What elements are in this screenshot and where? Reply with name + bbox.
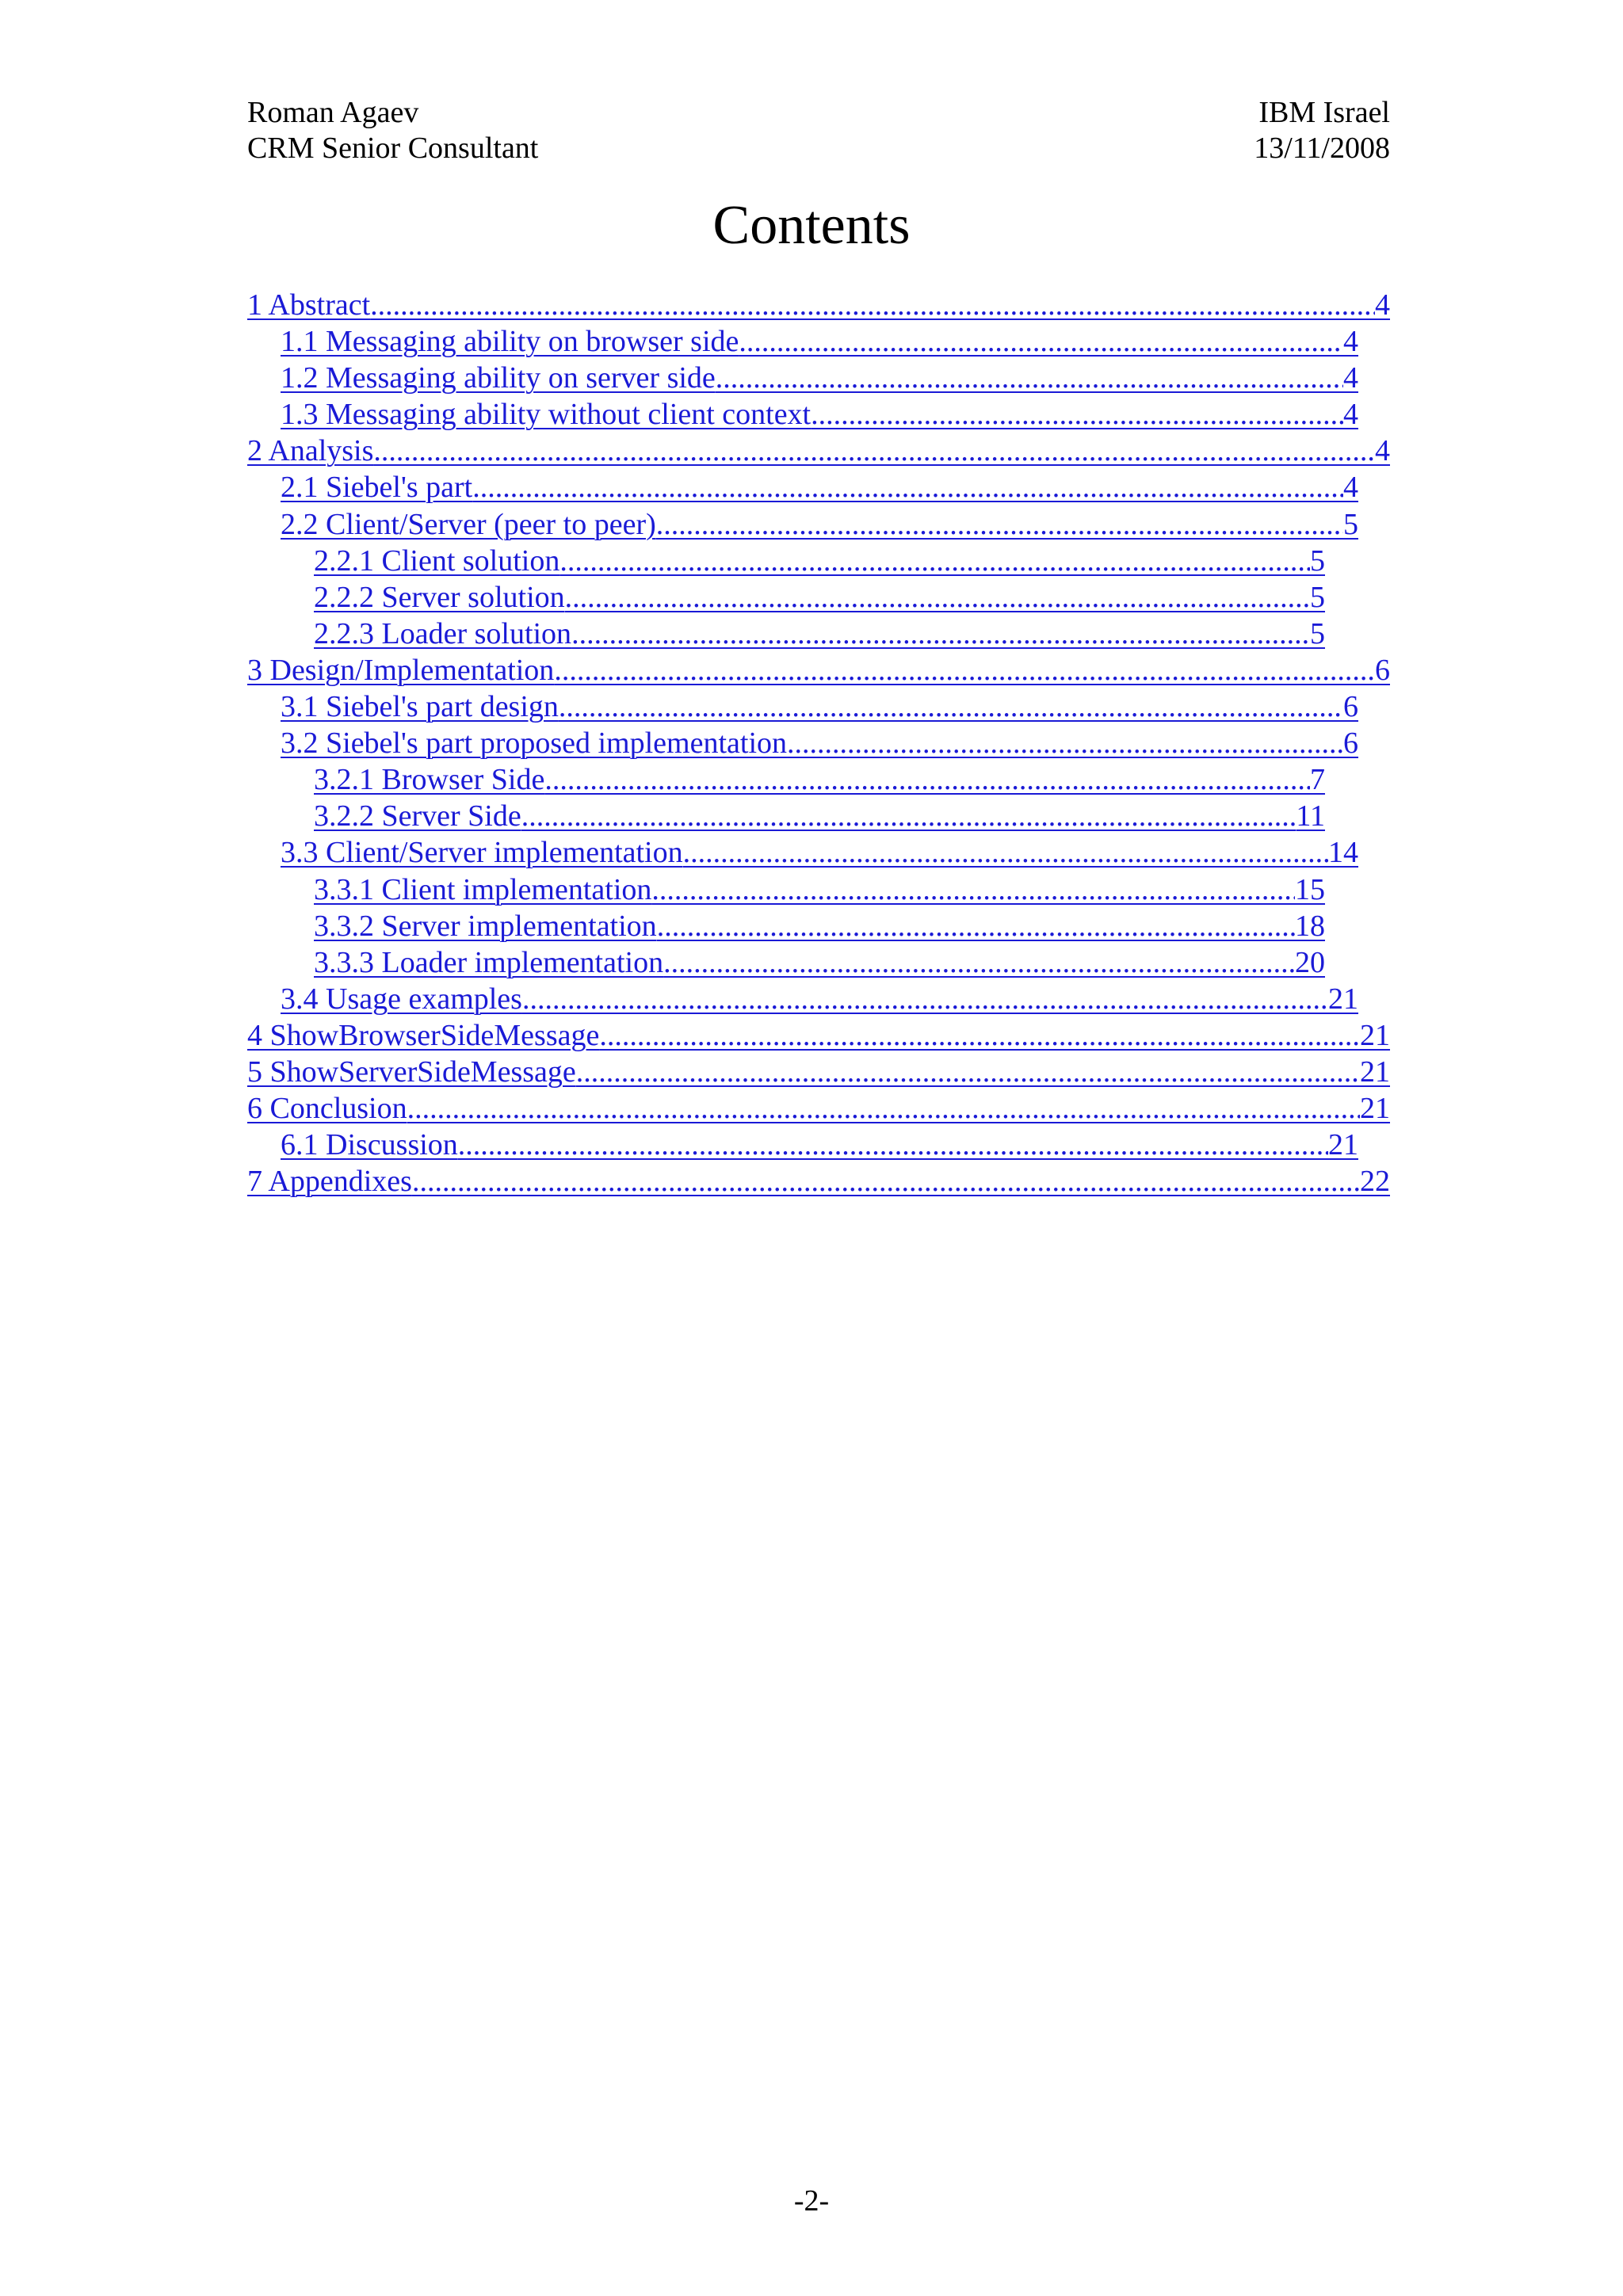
toc-entry-label: 3.2.1 Browser Side bbox=[314, 763, 545, 797]
header-row-1 bbox=[247, 95, 1390, 131]
toc-entry-label: 6 Conclusion bbox=[247, 1092, 407, 1126]
toc-link[interactable] bbox=[247, 652, 1390, 688]
toc-entry bbox=[247, 287, 1390, 323]
page-header bbox=[247, 95, 1390, 166]
dot-leader bbox=[472, 469, 1343, 505]
toc-entry-page: 5 bbox=[1310, 616, 1325, 650]
toc-entry-page: 21 bbox=[1328, 1128, 1358, 1162]
dot-leader bbox=[663, 944, 1295, 981]
toc-link[interactable] bbox=[247, 1054, 1390, 1090]
toc-link[interactable] bbox=[281, 725, 1358, 761]
dot-leader bbox=[739, 323, 1343, 360]
header-company: IBM Israel bbox=[1258, 96, 1390, 129]
dot-leader bbox=[521, 798, 1296, 834]
toc-link[interactable] bbox=[314, 616, 1325, 652]
toc-entry bbox=[247, 652, 1390, 688]
header-author: Roman Agaev bbox=[247, 96, 419, 129]
toc-link[interactable] bbox=[314, 543, 1325, 579]
toc-link[interactable] bbox=[281, 981, 1358, 1017]
toc-entry-page: 21 bbox=[1360, 1055, 1390, 1089]
header-role: CRM Senior Consultant bbox=[247, 132, 539, 165]
toc-entry bbox=[281, 396, 1358, 433]
toc-entry bbox=[247, 1054, 1390, 1090]
toc-entry-page: 4 bbox=[1343, 471, 1358, 505]
toc-entry-label: 3.3.3 Loader implementation bbox=[314, 945, 664, 979]
toc-entry bbox=[314, 579, 1325, 616]
toc-entry-label: 3.2 Siebel's part proposed implementation bbox=[281, 727, 788, 761]
toc-entry bbox=[281, 981, 1358, 1017]
dot-leader bbox=[373, 433, 1375, 469]
toc-entry-label: 2.2.3 Loader solution bbox=[314, 616, 572, 650]
toc-entry bbox=[314, 761, 1325, 798]
toc-entry-label: 2.2.1 Client solution bbox=[314, 543, 560, 578]
header-row-2 bbox=[247, 131, 1390, 166]
toc-link[interactable] bbox=[281, 1127, 1358, 1163]
toc-entry bbox=[281, 1127, 1358, 1163]
toc-link[interactable] bbox=[281, 323, 1358, 360]
dot-leader bbox=[571, 616, 1310, 652]
dot-leader bbox=[559, 543, 1310, 579]
toc-link[interactable] bbox=[314, 579, 1325, 616]
toc-entry-page: 22 bbox=[1360, 1165, 1390, 1199]
toc-entry bbox=[281, 688, 1358, 725]
toc-entry-page: 4 bbox=[1343, 398, 1358, 432]
header-date: 13/11/2008 bbox=[1254, 132, 1390, 165]
dot-leader bbox=[565, 579, 1310, 616]
toc-entry-label: 1.2 Messaging ability on server side bbox=[281, 361, 716, 395]
toc-entry-page: 20 bbox=[1295, 945, 1325, 979]
toc-entry bbox=[281, 360, 1358, 396]
toc-entry-label: 3.2.2 Server Side bbox=[314, 799, 521, 833]
toc-entry-page: 6 bbox=[1375, 653, 1390, 687]
dot-leader bbox=[651, 871, 1295, 908]
dot-leader bbox=[458, 1127, 1328, 1163]
toc-entry-label: 3.3.1 Client implementation bbox=[314, 872, 652, 906]
toc-entry-label: 7 Appendixes bbox=[247, 1165, 412, 1199]
toc-link[interactable] bbox=[314, 908, 1325, 944]
dot-leader bbox=[787, 725, 1343, 761]
toc-entry-label: 1 Abstract bbox=[247, 288, 371, 322]
toc-link[interactable] bbox=[247, 1090, 1390, 1127]
toc-link[interactable] bbox=[281, 834, 1358, 871]
toc-entry-page: 21 bbox=[1360, 1092, 1390, 1126]
toc-entry-page: 4 bbox=[1375, 288, 1390, 322]
toc-entry-page: 14 bbox=[1328, 836, 1358, 870]
toc-entry-page: 18 bbox=[1295, 909, 1325, 943]
dot-leader bbox=[599, 1017, 1360, 1054]
dot-leader bbox=[811, 396, 1343, 433]
toc-entry bbox=[281, 323, 1358, 360]
toc-entry-page: 5 bbox=[1343, 507, 1358, 541]
toc-link[interactable] bbox=[247, 1017, 1390, 1054]
toc-entry bbox=[314, 944, 1325, 981]
toc-entry-label: 3.4 Usage examples bbox=[281, 982, 522, 1016]
toc-entry-page: 5 bbox=[1310, 580, 1325, 614]
toc-entry bbox=[314, 798, 1325, 834]
toc-entry-label: 2.1 Siebel's part bbox=[281, 471, 473, 505]
toc-entry-page: 4 bbox=[1343, 325, 1358, 359]
toc-entry bbox=[281, 506, 1358, 543]
toc-entry bbox=[314, 871, 1325, 908]
toc-link[interactable] bbox=[247, 1163, 1390, 1199]
toc-entry-label: 4 ShowBrowserSideMessage bbox=[247, 1018, 600, 1052]
toc-entry bbox=[247, 1090, 1390, 1127]
toc-entry-label: 6.1 Discussion bbox=[281, 1128, 458, 1162]
dot-leader bbox=[544, 761, 1310, 798]
toc-entry bbox=[314, 908, 1325, 944]
toc-link[interactable] bbox=[314, 871, 1325, 908]
toc-link[interactable] bbox=[281, 506, 1358, 543]
dot-leader bbox=[683, 834, 1328, 871]
page-number: -2- bbox=[793, 2184, 830, 2218]
dot-leader bbox=[554, 652, 1375, 688]
toc-entry-label: 2.2 Client/Server (peer to peer) bbox=[281, 507, 656, 541]
toc-entry-label: 1.3 Messaging ability without client context bbox=[281, 398, 812, 432]
dot-leader bbox=[407, 1090, 1360, 1127]
toc-link[interactable] bbox=[247, 287, 1390, 323]
dot-leader bbox=[559, 688, 1343, 725]
toc-entry-label: 5 ShowServerSideMessage bbox=[247, 1055, 576, 1089]
toc-entry-page: 4 bbox=[1375, 434, 1390, 468]
toc-link[interactable] bbox=[281, 469, 1358, 505]
toc-entry-page: 15 bbox=[1295, 872, 1325, 906]
toc-entry-page: 4 bbox=[1343, 361, 1358, 395]
toc-entry-label: 1.1 Messaging ability on browser side bbox=[281, 325, 739, 359]
toc-entry-label: 2 Analysis bbox=[247, 434, 374, 468]
dot-leader bbox=[656, 506, 1343, 543]
dot-leader bbox=[370, 287, 1375, 323]
toc-entry bbox=[247, 1163, 1390, 1199]
toc-link[interactable] bbox=[281, 396, 1358, 433]
dot-leader bbox=[657, 908, 1295, 944]
toc-entry-page: 21 bbox=[1360, 1018, 1390, 1052]
toc-entry bbox=[247, 1017, 1390, 1054]
toc-entry bbox=[314, 616, 1325, 652]
toc-link[interactable] bbox=[314, 798, 1325, 834]
toc-entry-page: 11 bbox=[1296, 799, 1325, 833]
toc-link[interactable] bbox=[281, 360, 1358, 396]
table-of-contents bbox=[247, 287, 1390, 1199]
toc-entry bbox=[281, 469, 1358, 505]
page-footer bbox=[0, 2183, 1623, 2219]
toc-link[interactable] bbox=[247, 433, 1390, 469]
toc-entry-label: 2.2.2 Server solution bbox=[314, 580, 565, 614]
dot-leader bbox=[576, 1054, 1360, 1090]
toc-entry-label: 3.1 Siebel's part design bbox=[281, 690, 559, 724]
toc-link[interactable] bbox=[314, 944, 1325, 981]
toc-link[interactable] bbox=[281, 688, 1358, 725]
toc-entry-page: 7 bbox=[1310, 763, 1325, 797]
toc-entry bbox=[281, 725, 1358, 761]
dot-leader bbox=[522, 981, 1328, 1017]
toc-entry-page: 5 bbox=[1310, 543, 1325, 578]
toc-entry-page: 21 bbox=[1328, 982, 1358, 1016]
toc-entry-page: 6 bbox=[1343, 727, 1358, 761]
page-title: Contents bbox=[712, 195, 911, 256]
toc-entry-label: 3.3.2 Server implementation bbox=[314, 909, 657, 943]
toc-entry-label: 3.3 Client/Server implementation bbox=[281, 836, 683, 870]
dot-leader bbox=[716, 360, 1343, 396]
dot-leader bbox=[412, 1163, 1360, 1199]
toc-entry-page: 6 bbox=[1343, 690, 1358, 724]
toc-entry bbox=[247, 433, 1390, 469]
toc-entry bbox=[314, 543, 1325, 579]
toc-entry-label: 3 Design/Implementation bbox=[247, 653, 555, 687]
toc-link[interactable] bbox=[314, 761, 1325, 798]
toc-entry bbox=[281, 834, 1358, 871]
